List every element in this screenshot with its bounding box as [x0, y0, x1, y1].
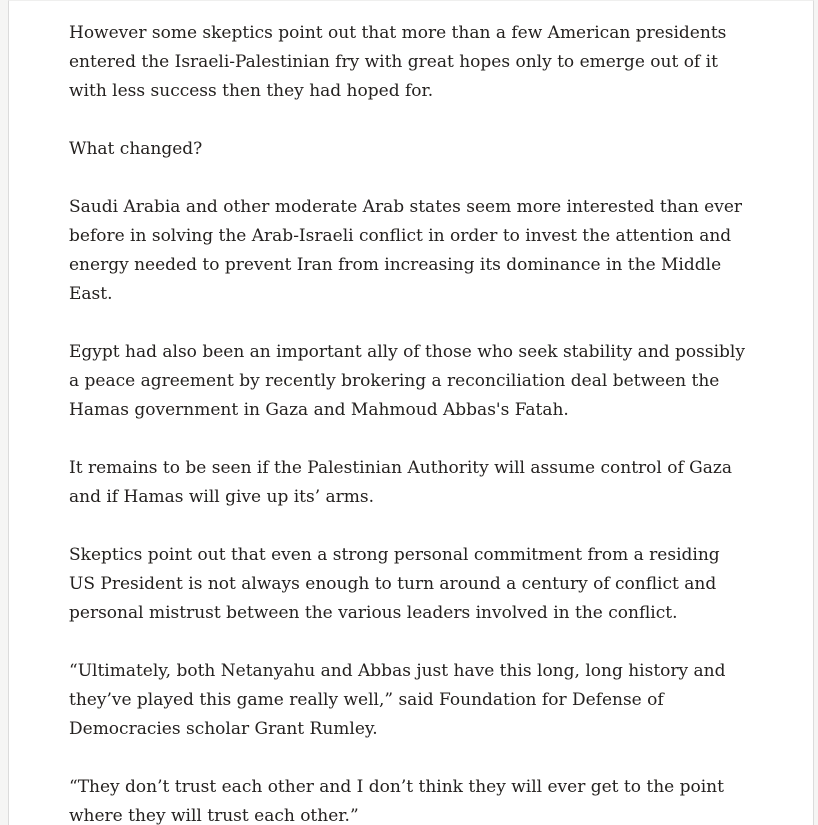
paragraph-skeptics-commitment: Skeptics point out that even a strong personal commitment from a residing US President is not always enough to turn around a century of conflict and personal mistrust between the various leaders involved in the conflict. — [69, 545, 720, 623]
article-content-card — [8, 0, 814, 825]
paragraph-skeptics-presidents: However some skeptics point out that more than a few American presidents entered the Israeli-Palestinian fry with great hopes only to emerge out of it with less success then they had hoped for. — [69, 23, 727, 101]
paragraph-saudi-arabia: Saudi Arabia and other moderate Arab states seem more interested than ever before in solving the Arab-Israeli conflict in order to invest the attention and energy needed to prevent Iran from increasing its dominance in the Middle East. — [69, 197, 743, 304]
paragraph-palestinian-authority: It remains to be seen if the Palestinian Authority will assume control of Gaza and if Hamas will give up its’ arms. — [69, 458, 732, 507]
paragraph-egypt-ally: Egypt had also been an important ally of those who seek stability and possibly a peace agreement by recently brokering a reconciliation deal between the Hamas government in Gaza and Mahmoud Abbas's Fatah. — [69, 342, 745, 420]
article-body — [9, 1, 805, 825]
paragraph-quote-rumley: “Ultimately, both Netanyahu and Abbas just have this long, long history and they’ve played this game really well,” said Foundation for Defense of Democracies scholar Grant Rumley. — [69, 661, 726, 739]
paragraph-quote-trust: “They don’t trust each other and I don’t think they will ever get to the point where they will trust each other.” — [69, 777, 724, 825]
paragraph-what-changed: What changed? — [69, 139, 203, 159]
